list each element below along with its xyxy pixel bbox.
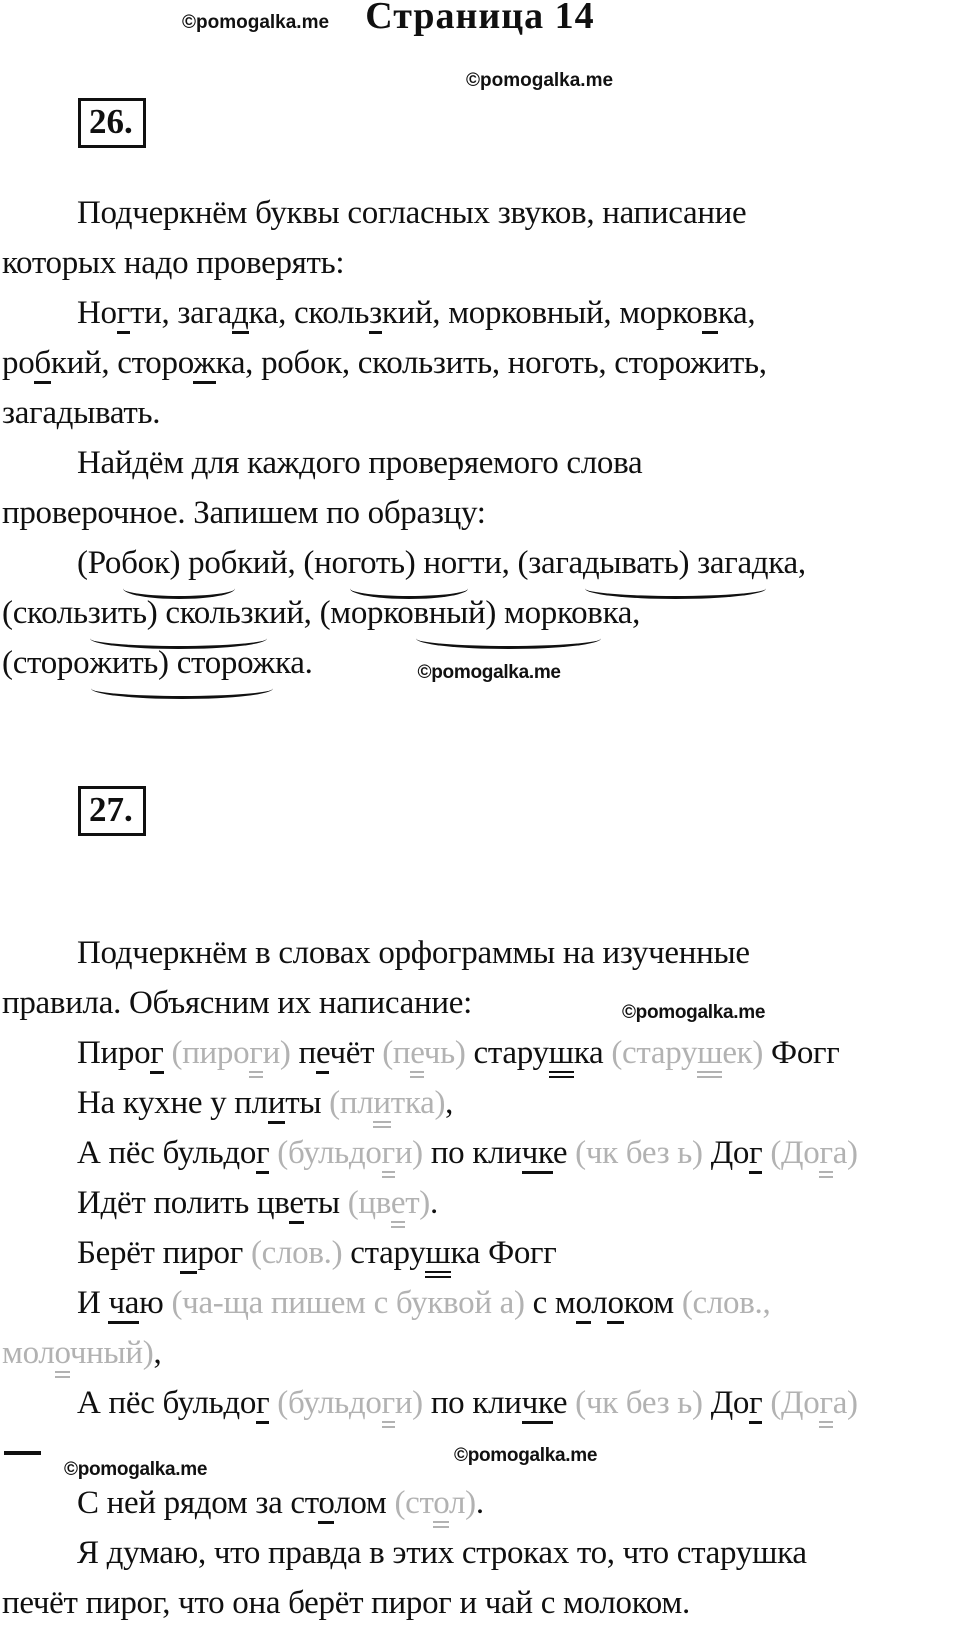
text-line (2, 188, 958, 238)
underlined-letter: г (382, 1135, 395, 1178)
underlined-letter: и (268, 1085, 285, 1124)
underlined-letter: е (410, 1035, 424, 1078)
text-segment: , (153, 1335, 162, 1371)
text-segment: кий, (но (237, 545, 348, 581)
watermark: ©pomogalka.me (454, 1445, 598, 1466)
check-word-text: (п (382, 1035, 411, 1071)
watermark: ©pomogalka.me (417, 662, 561, 683)
check-word-text: (ча-ща пишем с буквой а) (171, 1285, 525, 1321)
underlined-letter: е (289, 1185, 303, 1224)
underlined-letter: г (249, 1035, 262, 1078)
watermark: ©pomogalka.me (64, 1459, 208, 1480)
arc-linked-text: жить) сторож (89, 638, 275, 688)
text-line (2, 588, 958, 638)
text-segment: До (702, 1385, 750, 1421)
text-segment: лом (334, 1485, 395, 1521)
underlined-letter: г (256, 1135, 269, 1174)
underlined-letter: ш (425, 1235, 450, 1278)
arc-linked-text: готь) ног (348, 538, 470, 588)
text-line (2, 1128, 958, 1178)
text-line (2, 1378, 958, 1428)
text-segment: Идёт полить цв (77, 1185, 290, 1221)
text-segment: л (591, 1285, 608, 1321)
text-segment: ка, робок, скользить, ноготь, сторожить, (215, 345, 767, 381)
text-segment: . (475, 1485, 484, 1521)
underlined-letter: ж (193, 345, 216, 384)
text-segment: кий, морковный, морко (381, 295, 703, 331)
text-segment: ро (2, 345, 35, 381)
text-line (2, 1328, 958, 1378)
text-segment: А пёс бульдо (77, 1385, 257, 1421)
underlined-letter: ча (108, 1285, 139, 1324)
text-segment: загадывать. (2, 395, 161, 431)
check-word-text: (До (770, 1135, 820, 1171)
text-segment: До (702, 1135, 750, 1171)
watermark: ©pomogalka.me (621, 1002, 766, 1023)
check-word-text: и) (394, 1385, 423, 1421)
text-segment: ий, (морко (268, 595, 414, 631)
check-word-text: чь) (423, 1035, 466, 1071)
text-segment: И (77, 1285, 109, 1321)
exercise-26-text (2, 188, 958, 688)
underlined-letter: чк (522, 1385, 553, 1424)
text-segment: Подчеркнём буквы согласных звуков, написание (77, 195, 747, 231)
check-word-text: (пл (329, 1085, 374, 1121)
text-segment (164, 1035, 172, 1071)
text-line (2, 388, 958, 438)
text-segment: ю (139, 1285, 172, 1321)
text-segment: Подчеркнём в словах орфограммы на изученные (77, 935, 750, 971)
check-word-text: мол (2, 1335, 55, 1371)
check-word-text: л) (448, 1485, 476, 1521)
text-segment: е (552, 1135, 576, 1171)
underlined-letter: г (819, 1385, 832, 1428)
text-segment: ка, (602, 595, 641, 631)
text-segment: стару (342, 1235, 426, 1271)
text-line (2, 928, 958, 978)
text-segment: печёт пирог, что она берёт пирог и чай с молоком. (2, 1585, 690, 1621)
watermark: ©pomogalka.me (466, 70, 614, 91)
check-word-text: а) (832, 1135, 858, 1171)
text-segment: которых надо проверять: (2, 245, 345, 281)
text-line (2, 538, 958, 588)
underlined-letter: чк (522, 1135, 553, 1174)
text-segment: ка, сколь (248, 295, 370, 331)
text-segment: (сколь (2, 595, 88, 631)
text-segment: п (290, 1035, 316, 1071)
underlined-letter: г (819, 1135, 832, 1178)
text-segment: (сторо (2, 645, 90, 681)
text-segment: чёт (329, 1035, 383, 1071)
check-word-text: (До (770, 1385, 820, 1421)
exercise-number-27: 27. (78, 786, 146, 836)
check-word-text: (бульдо (277, 1385, 382, 1421)
check-word-text: (стару (611, 1035, 698, 1071)
text-segment: Я думаю, что правда в этих строках то, что старушка (77, 1535, 807, 1571)
text-line (2, 1528, 958, 1578)
underlined-letter: б (34, 345, 51, 384)
text-line (2, 1028, 958, 1078)
check-word-text: тка) (390, 1085, 446, 1121)
underlined-letter: е (316, 1035, 330, 1074)
text-line (2, 1078, 958, 1128)
text-segment: стару (465, 1035, 549, 1071)
text-line (2, 1178, 958, 1228)
exercise-27-text (2, 928, 958, 1628)
underlined-letter: г (150, 1035, 163, 1074)
underlined-letter: г (749, 1385, 762, 1424)
text-segment: ка, (717, 295, 756, 331)
watermark: ©pomogalka.me (182, 12, 330, 33)
arc-linked-text: зить) скользк (88, 588, 269, 638)
text-segment: е (552, 1385, 576, 1421)
underlined-letter: г (256, 1385, 269, 1424)
text-line (2, 978, 958, 1028)
text-line (2, 1278, 958, 1328)
text-segment: ка (573, 1035, 612, 1071)
check-word-text: (ст (394, 1485, 434, 1521)
text-segment: А пёс бульдо (77, 1135, 257, 1171)
arc-linked-text: дывать) загад (583, 538, 768, 588)
underlined-letter: г (117, 295, 130, 334)
text-segment: по кли (422, 1385, 522, 1421)
text-segment: С ней рядом за ст (77, 1485, 319, 1521)
text-segment: рог (197, 1235, 251, 1271)
check-word-text: (чк без ь) (575, 1135, 703, 1171)
text-segment: (Ро (77, 545, 122, 581)
check-word-text: (цв (347, 1185, 391, 1221)
check-word-text: (чк без ь) (575, 1385, 703, 1421)
text-segment: проверочное. Запишем по образцу: (2, 495, 486, 531)
text-line (2, 438, 958, 488)
underlined-letter: и (373, 1085, 390, 1128)
underlined-letter: д (232, 295, 249, 334)
underlined-letter: в (702, 295, 717, 334)
text-segment: Найдём для каждого проверяемого слова (77, 445, 643, 481)
underlined-letter: о (55, 1335, 70, 1378)
underlined-letter: г (382, 1385, 395, 1428)
text-segment: правила. Объясним их написание: (2, 985, 472, 1021)
text-segment: Фогг (763, 1035, 840, 1071)
check-word-text: (бульдо (277, 1135, 382, 1171)
check-word-text: (слов., (681, 1285, 771, 1321)
underlined-letter: о (607, 1285, 623, 1324)
text-segment: ты (285, 1085, 330, 1121)
underlined-letter: г (749, 1135, 762, 1174)
text-segment: по кли (422, 1135, 522, 1171)
exercise-number-26: 26. (78, 98, 146, 148)
check-word-text: ек) (722, 1035, 764, 1071)
text-segment: Берёт п (77, 1235, 180, 1271)
text-segment: ка Фогг (450, 1235, 557, 1271)
text-line (2, 488, 958, 538)
underlined-letter: е (391, 1185, 405, 1228)
text-line (2, 288, 958, 338)
text-segment: кий, сторо (50, 345, 194, 381)
text-line (2, 238, 958, 288)
text-segment: ка. (275, 645, 313, 681)
underlined-letter: ш (549, 1035, 574, 1078)
check-word-text: и) (262, 1035, 291, 1071)
text-segment: ка, (768, 545, 806, 581)
check-word-text: (слов.) (250, 1235, 343, 1271)
text-segment: Но (77, 295, 117, 331)
check-word-text: (пиро (171, 1035, 250, 1071)
check-word-text: т) (405, 1185, 430, 1221)
underlined-letter: з (369, 295, 382, 334)
dash-mark (4, 1451, 41, 1455)
text-segment: с м (524, 1285, 576, 1321)
text-line (2, 1228, 958, 1278)
text-line (2, 338, 958, 388)
check-word-text: чный) (69, 1335, 154, 1371)
text-line (2, 1578, 958, 1628)
text-segment: ты (303, 1185, 348, 1221)
text-segment: , (445, 1085, 454, 1121)
text-segment: Пиро (77, 1035, 151, 1071)
watermark-row (2, 1428, 958, 1478)
underlined-letter: о (318, 1485, 334, 1524)
page-title: Страница 14 (365, 0, 595, 37)
text-segment: На кухне у пл (77, 1085, 268, 1121)
arc-linked-text: вный) морков (414, 588, 603, 638)
text-segment: ком (623, 1285, 682, 1321)
text-segment: ти, (зага (470, 545, 583, 581)
underlined-letter: ш (697, 1035, 722, 1078)
check-word-text: а) (832, 1385, 858, 1421)
underlined-letter: о (576, 1285, 592, 1324)
arc-linked-text: бок) роб (121, 538, 237, 588)
text-segment: ти, зага (129, 295, 233, 331)
text-segment: . (430, 1185, 438, 1221)
underlined-letter: и (180, 1235, 197, 1274)
check-word-text: и) (394, 1135, 423, 1171)
underlined-letter: о (433, 1485, 449, 1528)
